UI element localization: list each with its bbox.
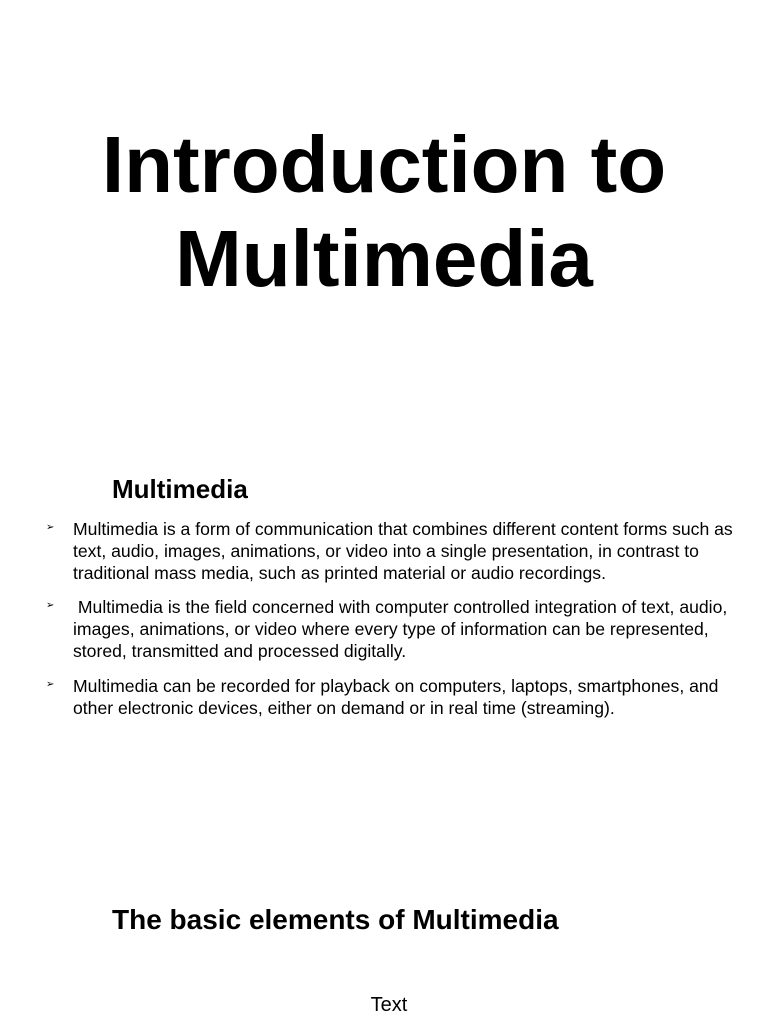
bullet-item (46, 519, 736, 584)
bullet-text: Multimedia is a form of communication that combines different content forms such as text, audio, images, animations, or video into a single presentation, in contrast to traditional mass media, such as printed material or audio recordings. (73, 519, 733, 583)
title-line-1: Introduction to (101, 120, 667, 209)
element-label-text: Text (370, 994, 408, 1016)
title-line-2: Multimedia (175, 214, 593, 303)
multimedia-heading: Multimedia (112, 474, 248, 504)
bullet-item (46, 597, 736, 662)
basic-elements-heading: The basic elements of Multimedia (112, 904, 559, 935)
multimedia-bullet-list (46, 519, 736, 732)
arrow-bullet-icon: ➢ (46, 600, 55, 612)
bullet-item (46, 676, 736, 720)
bullet-text: Multimedia is the field concerned with computer controlled integration of text, audio, images, animations, or video where every type of information can be represented, stored, transmitted and processed digitally. (73, 597, 733, 661)
page-title (0, 118, 768, 306)
arrow-bullet-icon: ➢ (46, 678, 55, 690)
arrow-bullet-icon: ➢ (46, 522, 55, 533)
bullet-text: Multimedia can be recorded for playback on computers, laptops, smartphones, and other electronic devices, either on demand or in real time (streaming). (73, 675, 719, 718)
